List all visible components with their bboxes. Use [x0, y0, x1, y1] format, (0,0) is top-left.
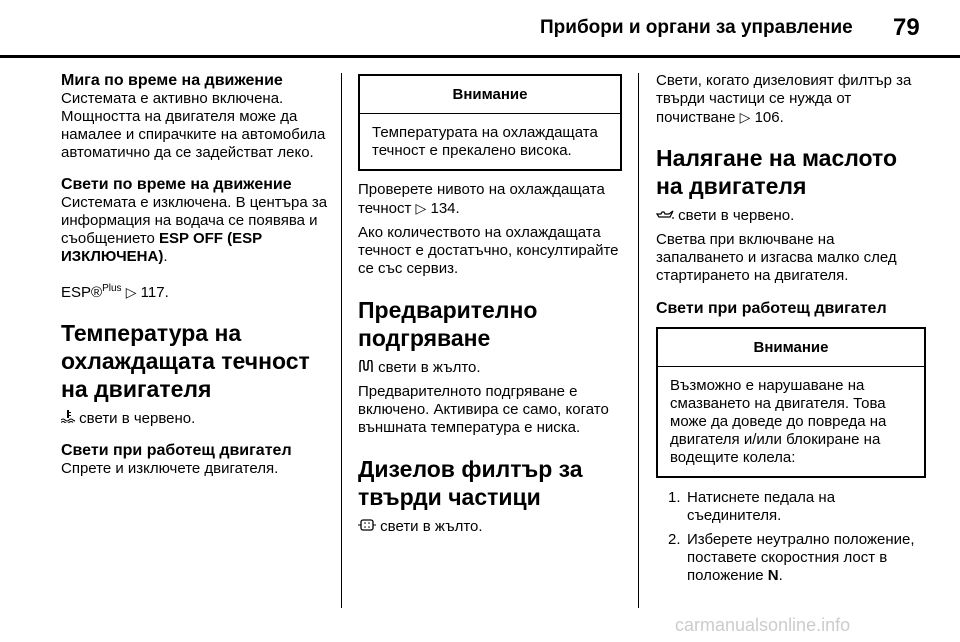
notice-title: Внимание — [360, 76, 620, 114]
page-ref[interactable]: 106. — [754, 109, 784, 126]
paragraph-dpf-cleaning: Свети, когато дизеловият филтър за твърди частици се нужда от почистване ▷ 106. — [656, 72, 912, 126]
column-divider-right — [638, 73, 639, 608]
paragraph-esp-off: Системата е изключена. В центъра за информация на водача се появява и съобщението ESP OFF (ESP ИЗКЛЮЧЕНА). — [61, 194, 328, 265]
gear-position-n: N — [767, 567, 779, 584]
heading-flashing-while-driving: Мига по време на движение — [61, 72, 283, 89]
notice-body: Възможно е нарушаване на смазването на двигателя. Това може да доведе до повреда на двигателя и/или блокиране на водещите колела: — [670, 377, 887, 466]
notice-box-oil — [656, 327, 926, 478]
reference-arrow-icon: ▷ — [415, 200, 427, 216]
coolant-light-status: свети в червено. — [61, 409, 331, 428]
notice-body: Температурата на охлаждащата течност е прекалено висока. — [372, 124, 598, 159]
page-ref[interactable]: 117. — [140, 284, 169, 301]
page-header-title: Прибори и органи за управление — [540, 17, 853, 38]
preheat-light-status: свети в жълто. — [358, 358, 622, 377]
list-item: 1. Натиснете педала на съединителя. — [668, 489, 836, 524]
heading-preheating: Предварително подгряване — [358, 297, 538, 351]
esp-off-message: ESP OFF (ESP ИЗКЛЮЧЕНА) — [61, 230, 262, 265]
heading-lit-engine-running: Свети при работещ двигател — [61, 442, 292, 459]
column-3 — [656, 72, 926, 585]
column-divider-left — [341, 73, 342, 608]
dpf-light-status: свети в жълто. — [358, 517, 622, 536]
heading-coolant-temperature: Температура на охлаждащата течност на двигателя — [61, 320, 310, 402]
reference-arrow-icon: ▷ — [739, 109, 751, 125]
page-number: 79 — [893, 14, 920, 41]
watermark: carmanualsonline.info — [675, 615, 851, 635]
column-1 — [61, 72, 331, 478]
notice-box-coolant — [358, 74, 622, 171]
preheating-coil-icon — [358, 358, 374, 376]
heading-diesel-particulate-filter: Дизелов филтър за твърди частици — [358, 456, 583, 510]
paragraph-consult-service: Ако количеството на охлаждащата течност е достатъчно, консултирайте се със сервиз. — [358, 224, 619, 277]
diesel-particulate-filter-icon — [358, 517, 376, 535]
heading-lit-engine-running-oil: Свети при работещ двигател — [656, 300, 887, 317]
esp-plus-reference: ESP®$^{Plus}$ ▷ 117. — [61, 283, 169, 301]
paragraph-stop-engine: Спрете и изключете двигателя. — [61, 460, 279, 477]
header-rule — [0, 55, 960, 58]
steps-list — [656, 489, 926, 585]
heading-engine-oil-pressure: Налягане на маслото на двигателя — [656, 145, 898, 199]
coolant-temperature-icon — [61, 409, 75, 427]
list-item: 2. Изберете неутрално положение, поставете скоростния лост в положение N. — [668, 531, 915, 584]
paragraph-oil-light-behavior: Светва при включване на запалването и изгасва малко след стартирането на двигателя. — [656, 231, 897, 284]
page-ref[interactable]: 134. — [430, 200, 460, 217]
reference-arrow-icon: ▷ — [125, 284, 137, 300]
paragraph-esp-active: Системата е активно включена. Мощността на двигателя може да намалее и спирачките на автомобила автоматично да се задействат леко. — [61, 90, 326, 161]
paragraph-preheat-active: Предварителното подгряване е включено. Активира се само, когато външната температура е ниска. — [358, 383, 609, 436]
paragraph-check-coolant: Проверете нивото на охлаждащата течност ▷ 134. — [358, 181, 605, 217]
oil-can-icon — [656, 206, 674, 224]
heading-lit-while-driving: Свети по време на движение — [61, 176, 292, 193]
oil-light-status: свети в червено. — [656, 206, 926, 225]
column-2 — [358, 74, 622, 536]
notice-title: Внимание — [658, 329, 924, 367]
